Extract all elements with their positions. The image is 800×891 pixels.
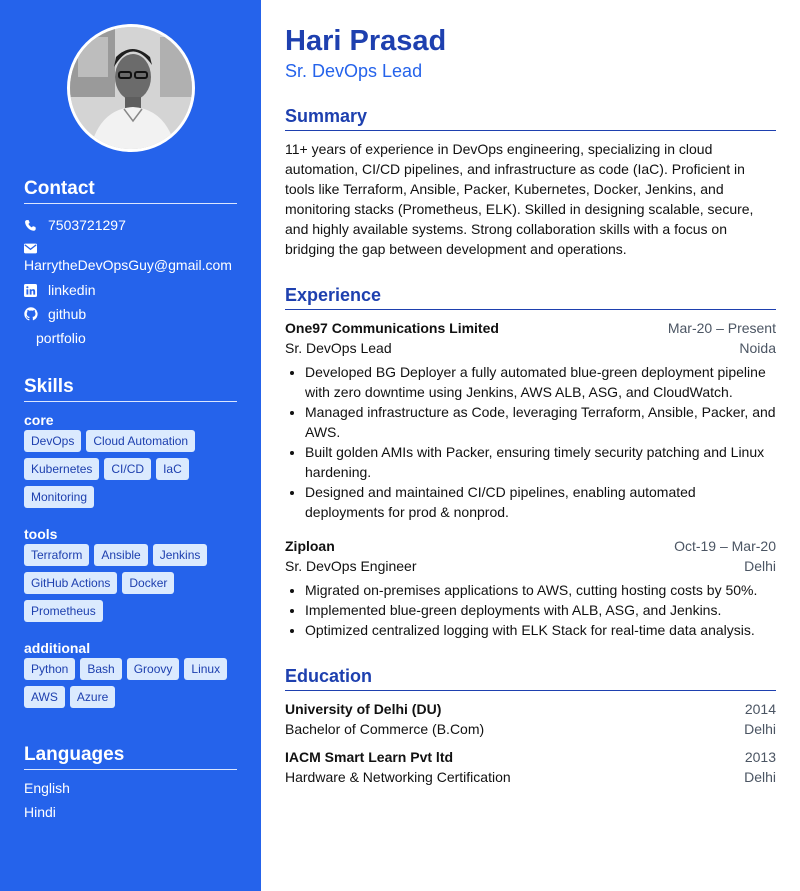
education-year: 2014 <box>744 701 776 717</box>
contact-linkedin[interactable] <box>24 278 237 302</box>
job-company: Ziploan <box>285 538 335 554</box>
portfolio-link: portfolio <box>36 330 86 346</box>
contact-phone[interactable] <box>24 213 237 237</box>
education-school: IACM Smart Learn Pvt ltd <box>285 749 454 765</box>
education-header <box>285 699 776 719</box>
job-subheader <box>285 556 776 576</box>
job-bullet: • Developed BG Deployer a fully automated blue-green deployment pipeline with zero downtime using Jenkins, AWS ALB, ASG, and CloudWatch. <box>305 362 776 402</box>
education-degree: Bachelor of Commerce (B.Com) <box>285 721 485 737</box>
skill-chip: Jenkins <box>153 544 208 566</box>
education-school: University of Delhi (DU) <box>285 701 442 717</box>
job-header <box>285 536 776 556</box>
skill-chip: Ansible <box>94 544 147 566</box>
envelope-icon <box>24 239 48 257</box>
job-bullet: • Managed infrastructure as Code, leveraging Terraform, Ansible, Packer, and AWS. <box>305 402 776 442</box>
avatar <box>67 24 195 152</box>
education-location: Delhi <box>744 769 776 785</box>
education-location: Delhi <box>744 721 776 737</box>
skill-group-tools <box>24 526 237 628</box>
skills-section <box>24 376 237 714</box>
job-location: Noida <box>739 340 776 356</box>
language-item: Hindi <box>24 804 56 820</box>
skill-chip: Linux <box>184 658 227 680</box>
job-entry <box>285 536 776 640</box>
language-item: English <box>24 780 70 796</box>
skill-chip: IaC <box>156 458 189 480</box>
skill-group-title: additional <box>24 640 91 656</box>
skill-chip: DevOps <box>24 430 81 452</box>
main-content <box>285 24 776 787</box>
person-name: Hari Prasad <box>285 25 447 57</box>
education-list <box>285 699 776 787</box>
education-header <box>285 747 776 767</box>
experience-heading: Experience <box>285 285 776 310</box>
languages-list <box>24 778 237 826</box>
phone-icon <box>24 219 48 232</box>
skill-chip: Prometheus <box>24 600 103 622</box>
skill-group-title: tools <box>24 526 58 542</box>
job-dates: Oct-19 – Mar-20 <box>674 538 776 554</box>
contact-portfolio[interactable] <box>24 326 237 350</box>
profile-photo <box>70 27 192 149</box>
skill-chip: Docker <box>122 572 174 594</box>
summary-heading: Summary <box>285 106 776 131</box>
job-bullet: • Designed and maintained CI/CD pipelines, enabling automated deployments for prod & nonprod. <box>305 482 776 522</box>
jobs-list <box>285 318 776 640</box>
github-icon <box>24 307 48 321</box>
job-dates: Mar-20 – Present <box>667 320 776 336</box>
phone-number: 7503721297 <box>48 217 126 233</box>
experience-section <box>285 285 776 640</box>
languages-heading: Languages <box>24 744 237 770</box>
education-subheader <box>285 767 776 787</box>
education-year: 2013 <box>744 749 776 765</box>
skill-chip: Monitoring <box>24 486 94 508</box>
contact-email[interactable] <box>24 239 237 274</box>
job-subheader <box>285 338 776 358</box>
github-link: github <box>48 306 87 322</box>
skill-chips <box>24 544 237 628</box>
skill-chips <box>24 430 237 514</box>
contact-list <box>24 213 237 350</box>
person-title: Sr. DevOps Lead <box>285 61 423 81</box>
skill-chips <box>24 658 237 714</box>
skill-chip: Python <box>24 658 75 680</box>
contact-heading: Contact <box>24 178 237 204</box>
job-bullet: • Migrated on-premises applications to AWS, cutting hosting costs by 50%. <box>305 580 776 600</box>
education-entry <box>285 747 776 787</box>
languages-section <box>24 744 237 826</box>
job-location: Delhi <box>744 558 776 574</box>
education-degree: Hardware & Networking Certification <box>285 769 511 785</box>
skill-group-additional <box>24 640 237 714</box>
skill-groups <box>24 412 237 714</box>
skill-chip: Bash <box>80 658 121 680</box>
summary-section <box>285 106 776 259</box>
job-bullets <box>285 362 776 522</box>
summary-text: 11+ years of experience in DevOps engineering, specializing in cloud automation, CI/CD pipelines, and infrastructure as code (IaC). Proficient in tools like Terraform, Ansible, Packer, Kubernetes, Docker, Jenkins, and monitoring stacks (Prometheus, ELK). Skilled in designing scalable, secure, and highly available systems. Strong collaboration skills with a focus on bridging the gap between development and operations. <box>285 141 754 257</box>
job-company: One97 Communications Limited <box>285 320 499 336</box>
education-heading: Education <box>285 666 776 691</box>
skill-chip: Groovy <box>127 658 180 680</box>
skills-heading: Skills <box>24 376 237 402</box>
email-address: HarrytheDevOpsGuy@gmail.com <box>24 257 232 273</box>
job-bullet: • Built golden AMIs with Packer, ensuring timely security patching and Linux hardening. <box>305 442 776 482</box>
skill-chip: Cloud Automation <box>86 430 195 452</box>
education-entry <box>285 699 776 739</box>
job-entry <box>285 318 776 522</box>
sidebar <box>0 0 261 891</box>
linkedin-icon <box>24 284 48 297</box>
skill-chip: Azure <box>70 686 115 708</box>
skill-group-title: core <box>24 412 54 428</box>
education-section <box>285 666 776 787</box>
skill-chip: GitHub Actions <box>24 572 117 594</box>
skill-chip: Kubernetes <box>24 458 99 480</box>
job-bullet: • Implemented blue-green deployments with ALB, ASG, and Jenkins. <box>305 600 776 620</box>
job-bullets <box>285 580 776 640</box>
job-role: Sr. DevOps Engineer <box>285 558 417 574</box>
education-subheader <box>285 719 776 739</box>
linkedin-link: linkedin <box>48 282 96 298</box>
skill-chip: CI/CD <box>104 458 151 480</box>
job-bullet: • Optimized centralized logging with ELK Stack for real-time data analysis. <box>305 620 776 640</box>
job-role: Sr. DevOps Lead <box>285 340 392 356</box>
skill-chip: Terraform <box>24 544 89 566</box>
job-header <box>285 318 776 338</box>
skill-chip: AWS <box>24 686 65 708</box>
avatar-wrap <box>24 24 237 152</box>
skill-group-core <box>24 412 237 514</box>
contact-github[interactable] <box>24 302 237 326</box>
